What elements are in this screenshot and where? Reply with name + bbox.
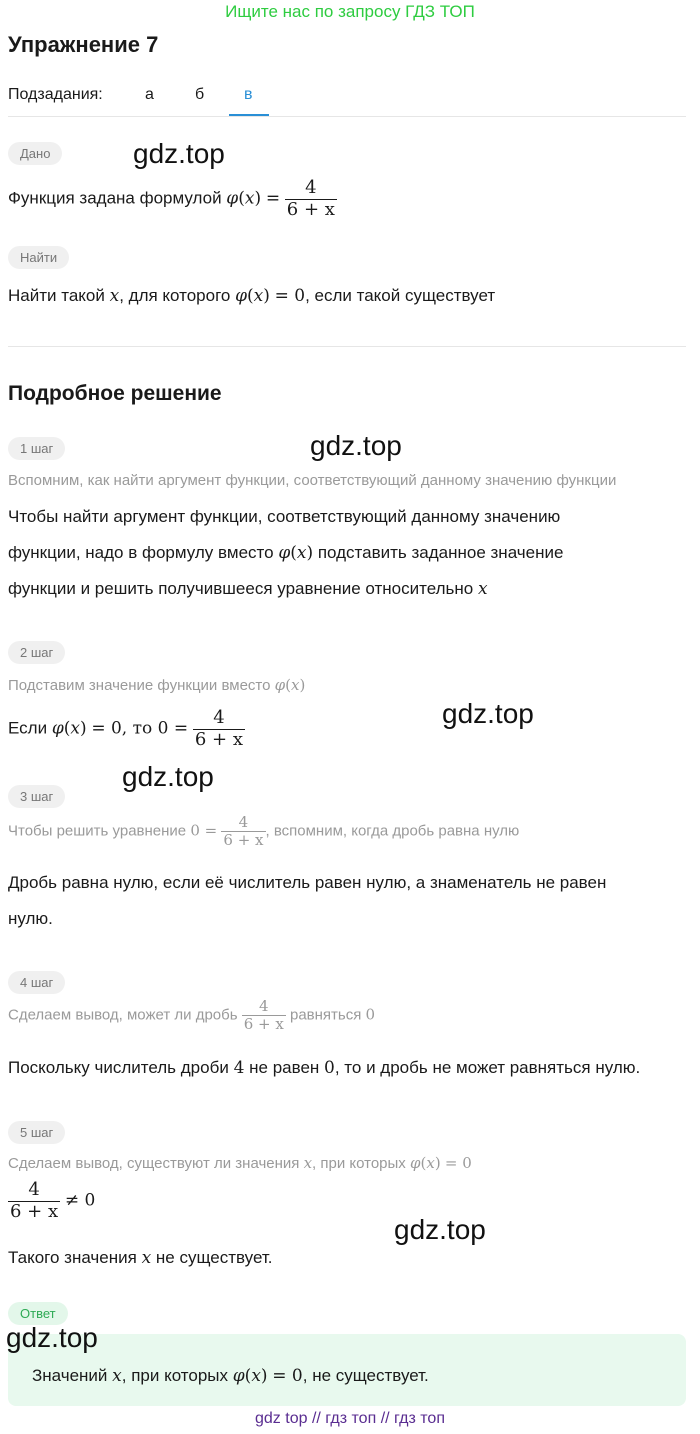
footer-separator: // — [380, 1410, 390, 1427]
given-text: Функция задана формулой φ(x) = $\frac{4}{6 + x}$ — [8, 177, 335, 220]
step-3-line-1: Дробь равна нулю, если её числитель равен нулю, а знаменатель не равен — [8, 873, 607, 892]
step-5-formula: $\frac{4}{6 + x}$ ≠ 0 — [10, 1179, 96, 1222]
footer-links — [0, 1410, 700, 1428]
answer-badge: Ответ — [8, 1302, 68, 1325]
given-badge: Дано — [8, 142, 62, 165]
step-3-badge: 3 шаг — [8, 785, 65, 808]
search-hint: Ищите нас по запросу ГДЗ ТОП — [225, 2, 475, 21]
watermark: gdz.top — [133, 138, 225, 169]
footer-separator: // — [311, 1410, 321, 1427]
watermark: gdz.top — [394, 1214, 486, 1245]
step-1-line-1: Чтобы найти аргумент функции, соответствующий данному значению — [8, 507, 561, 526]
subtask-tab-a[interactable]: а — [145, 86, 154, 103]
step-5-badge: 5 шаг — [8, 1121, 65, 1144]
step-1-badge: 1 шаг — [8, 437, 65, 460]
watermark: gdz.top — [6, 1322, 98, 1353]
step-2-badge: 2 шаг — [8, 641, 65, 664]
solution-title: Подробное решение — [8, 382, 222, 405]
watermark: gdz.top — [442, 698, 534, 729]
find-badge: Найти — [8, 246, 69, 269]
step-4-body: Поскольку числитель дроби 4 не равен 0, то и дробь не может равняться нулю. — [8, 1058, 641, 1078]
step-3-hint: Чтобы решить уравнение 0 = $\frac{4}{6 + x}$ , вспомним, когда дробь равна нулю — [8, 813, 520, 850]
subtask-tab-b[interactable]: б — [195, 86, 205, 103]
step-2-hint: Подставим значение функции вместо φ(x) — [8, 676, 306, 694]
tabs-divider — [8, 116, 686, 117]
find-text: Найти такой x, для которого φ(x) = 0, если такой существует — [8, 286, 496, 306]
step-4-badge: 4 шаг — [8, 971, 65, 994]
answer-text: Значений x, при которых φ(x) = 0, не существует. — [32, 1366, 429, 1386]
step-2-body: Если φ(x) = 0, то 0 = $\frac{4}{6 + x}$ — [8, 707, 243, 750]
page-title: Упражнение 7 — [8, 32, 159, 57]
step-1-line-2: функции, надо в формулу вместо φ(x) подставить заданное значение — [8, 543, 564, 563]
watermark: gdz.top — [122, 761, 214, 792]
subtask-tab-v[interactable]: в — [244, 86, 253, 103]
divider — [8, 346, 686, 347]
step-4-hint: Сделаем вывод, может ли дробь $\frac{4}{6 + x}$ равняться 0 — [8, 997, 376, 1034]
step-3-line-2: нулю. — [8, 909, 53, 928]
step-1-hint: Вспомним, как найти аргумент функции, соответствующий данному значению функции — [8, 472, 617, 489]
step-5-hint: Сделаем вывод, существуют ли значения x, при которых φ(x) = 0 — [8, 1154, 472, 1172]
subtasks-label: Подзадания: — [8, 86, 103, 103]
step-1-line-3: функции и решить получившееся уравнение относительно x — [8, 579, 488, 599]
active-tab-underline — [229, 114, 269, 116]
footer-link-gdz-top-ru-1[interactable]: гдз топ — [325, 1410, 377, 1427]
footer-link-gdz-top[interactable]: gdz top — [255, 1410, 308, 1427]
footer-link-gdz-top-ru-2[interactable]: гдз топ — [394, 1410, 445, 1427]
watermark: gdz.top — [310, 430, 402, 461]
step-5-body: Такого значения x не существует. — [8, 1248, 273, 1268]
